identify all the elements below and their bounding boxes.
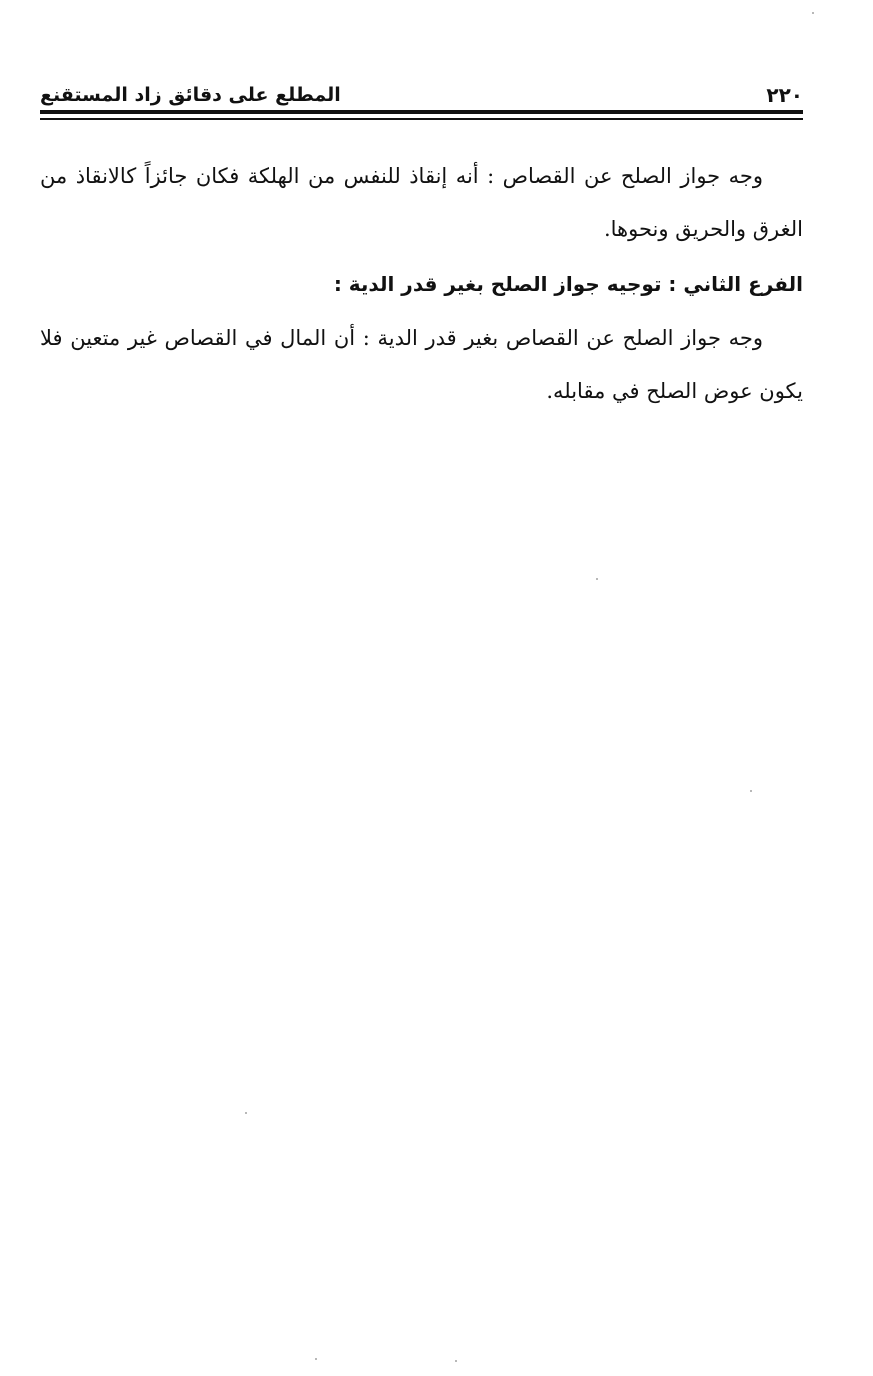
running-title: المطلع على دقائق زاد المستقنع: [40, 84, 341, 106]
section-subheading: الفرع الثاني : توجيه جواز الصلح بغير قدر الدية :: [333, 272, 803, 296]
scan-speck: [596, 578, 598, 580]
page-header: [40, 72, 803, 108]
paragraph-2: وجه جواز الصلح عن القصاص بغير قدر الدية : أن المال في القصاص غير متعين فلا يكون عوض الصلح في مقابله.: [40, 326, 803, 403]
scan-speck: [812, 12, 814, 14]
main-content: [40, 150, 803, 418]
header-rule-thin: [40, 118, 803, 120]
page-number: ٢٢٠: [766, 83, 803, 107]
paragraph-1: وجه جواز الصلح عن القصاص : أنه إنقاذ للنفس من الهلكة فكان جائزاً كالانقاذ من الغرق والحريق ونحوها.: [40, 164, 803, 241]
scan-speck: [750, 790, 752, 792]
scan-speck: [245, 1112, 247, 1114]
scan-speck: [315, 1358, 317, 1360]
header-rule-thick: [40, 110, 803, 114]
scan-speck: [455, 1360, 457, 1362]
